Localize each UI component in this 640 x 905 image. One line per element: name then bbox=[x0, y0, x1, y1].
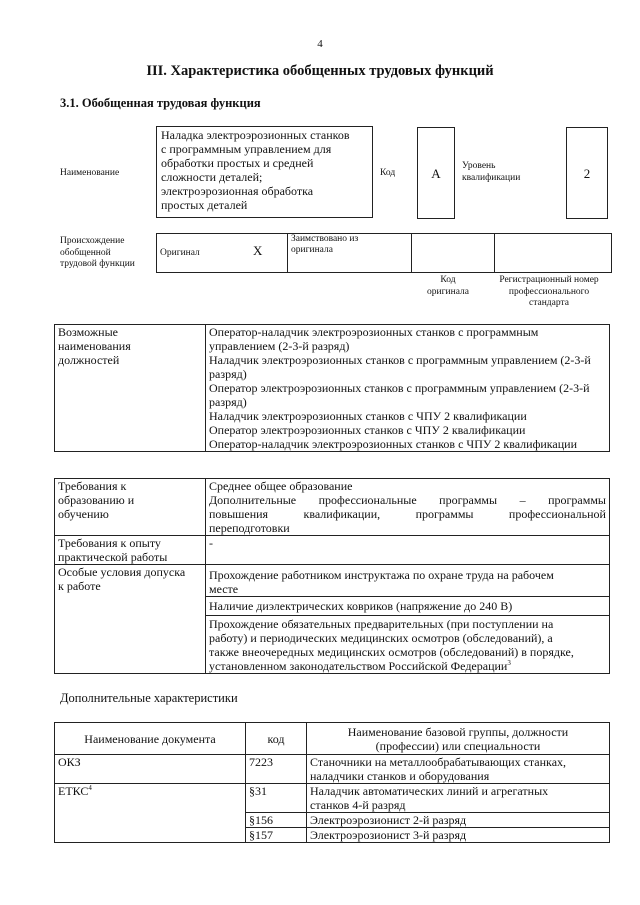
code-value: A bbox=[431, 166, 441, 181]
okz-doc: ОКЗ bbox=[55, 755, 246, 784]
education-word: квалификации, bbox=[303, 507, 381, 521]
okz-name bbox=[307, 755, 610, 784]
education-word: профессиональной bbox=[508, 507, 606, 521]
position-item: Наладчик электроэрозионных станков с программным управлением (2-3-й разряд) bbox=[209, 353, 591, 381]
origin-label-line: обобщенной bbox=[60, 247, 111, 258]
reg-caption-line: Регистрационный номер bbox=[499, 275, 599, 285]
code-box bbox=[417, 127, 455, 219]
positions-label-cell bbox=[55, 325, 206, 452]
borrowed-label-line: оригинала bbox=[291, 245, 333, 255]
experience-value: - bbox=[206, 536, 610, 565]
requirements-table bbox=[54, 478, 610, 674]
etks-code: §31 bbox=[246, 784, 307, 813]
special-line-text: установленном законодательством Российской Федерации bbox=[209, 659, 508, 673]
positions-label-line: должностей bbox=[58, 353, 120, 367]
special-line bbox=[209, 659, 606, 673]
education-label-line: образованию и bbox=[58, 493, 135, 507]
level-label-line: квалификации bbox=[462, 172, 521, 183]
positions-list-cell bbox=[206, 325, 610, 452]
origin-label-line: трудовой функции bbox=[60, 259, 135, 269]
function-name-line: обработки простых и средней bbox=[161, 156, 314, 170]
etks-name-line: Наладчик автоматических линий и агрегатных bbox=[310, 784, 549, 798]
level-label bbox=[462, 161, 520, 184]
special-label-line: Особые условия допуска bbox=[58, 565, 186, 579]
reg-caption-line: стандарта bbox=[529, 298, 569, 308]
subsection-title: 3.1. Обобщенная трудовая функция bbox=[60, 96, 261, 110]
code-caption-line: Код bbox=[440, 275, 456, 285]
function-name-line: Наладка электроэрозионных станков bbox=[161, 128, 350, 142]
special-condition-1 bbox=[206, 565, 610, 597]
special-label-cell bbox=[55, 565, 206, 674]
education-label-cell bbox=[55, 479, 206, 536]
position-item: Оператор электроэрозионных станков с ЧПУ 2 квалификации bbox=[209, 423, 526, 437]
etks-code: §157 bbox=[246, 828, 307, 843]
special-line: месте bbox=[209, 582, 239, 596]
etks-doc-text: ЕТКС bbox=[58, 784, 89, 798]
etks-doc bbox=[55, 784, 246, 843]
position-item: Оператор-наладчик электроэрозионных станков с программным управлением (2-3-й разряд) bbox=[209, 325, 539, 353]
position-item: Оператор электроэрозионных станков с программным управлением (2-3-й разряд) bbox=[209, 381, 590, 409]
education-line-3 bbox=[209, 507, 606, 521]
etks-code: §156 bbox=[246, 813, 307, 828]
original-mark: X bbox=[253, 243, 263, 258]
level-value: 2 bbox=[583, 166, 591, 181]
education-word: программы bbox=[439, 493, 498, 507]
borrowed-cell bbox=[288, 234, 412, 273]
level-label-line: Уровень bbox=[462, 161, 496, 171]
special-line: также внеочередных медицинских осмотров (обследований) в порядке, bbox=[209, 645, 574, 659]
function-name-box bbox=[156, 126, 373, 218]
reg-caption bbox=[486, 275, 612, 310]
etks-name: Электроэрозионист 2-й разряд bbox=[307, 813, 610, 828]
col-name-header-line: (профессии) или специальности bbox=[375, 738, 541, 753]
origin-label-line: Происхождение bbox=[60, 236, 125, 246]
education-word: – bbox=[519, 493, 526, 507]
education-value-cell bbox=[206, 479, 610, 536]
section-title: III. Характеристика обобщенных трудовых функций bbox=[146, 63, 494, 79]
code-caption bbox=[410, 275, 486, 298]
positions-label-line: Возможные bbox=[58, 325, 118, 339]
col-code-header: код bbox=[246, 723, 307, 755]
special-line: Прохождение обязательных предварительных (при поступлении на bbox=[209, 617, 554, 631]
function-name-line: электроэрозионная обработка bbox=[161, 184, 314, 198]
etks-name-line: станков 4-й разряд bbox=[310, 798, 406, 812]
education-line-4: переподготовки bbox=[209, 521, 290, 535]
name-label: Наименование bbox=[60, 168, 120, 178]
okz-name-line: Станочники на металлообрабатывающих станках, bbox=[310, 755, 567, 769]
position-item: Наладчик электроэрозионных станков с ЧПУ 2 квалификации bbox=[209, 409, 527, 423]
footnote-3: 3 bbox=[507, 659, 511, 667]
okz-code: 7223 bbox=[246, 755, 307, 784]
additional-title: Дополнительные характеристики bbox=[60, 691, 238, 705]
special-line: Прохождение работником инструктажа по охране труда на рабочем bbox=[209, 568, 554, 582]
original-code-cell bbox=[412, 234, 495, 273]
education-label-line: обучению bbox=[58, 507, 109, 521]
positions-label-line: наименования bbox=[58, 339, 131, 353]
original-cell bbox=[157, 234, 288, 273]
special-label-line: к работе bbox=[58, 579, 101, 593]
origin-label bbox=[60, 236, 135, 271]
special-line: работу) и периодических медицинских осмотров (обследований), а bbox=[209, 631, 553, 645]
education-word: программы bbox=[548, 493, 606, 507]
additional-table bbox=[54, 722, 610, 843]
reg-number-cell bbox=[495, 234, 612, 273]
level-box bbox=[566, 127, 608, 219]
education-label-line: Требования к bbox=[58, 479, 127, 493]
okz-name-line: наладчики станков и оборудования bbox=[310, 769, 490, 783]
education-line-2 bbox=[209, 493, 606, 507]
positions-table bbox=[54, 324, 610, 452]
education-word: повышения bbox=[209, 507, 269, 521]
code-label: Код bbox=[380, 168, 396, 178]
function-name-line: с программным управлением для bbox=[161, 142, 332, 156]
borrowed-label-line: Заимствовано из bbox=[291, 234, 359, 244]
education-word: Дополнительные bbox=[209, 493, 297, 507]
function-name-line: простых деталей bbox=[161, 198, 248, 212]
col-name-header-line: Наименование базовой группы, должности bbox=[347, 724, 569, 739]
etks-name bbox=[307, 784, 610, 813]
reg-caption-line: профессионального bbox=[508, 286, 590, 297]
footnote-4: 4 bbox=[88, 784, 92, 792]
col-doc-header: Наименование документа bbox=[55, 723, 246, 755]
code-caption-line: оригинала bbox=[427, 286, 469, 297]
position-item: Оператор-наладчик электроэрозионных станков с ЧПУ 2 квалификации bbox=[209, 437, 578, 451]
function-name-line: сложности деталей; bbox=[161, 170, 263, 184]
special-condition-3 bbox=[206, 616, 610, 674]
origin-table bbox=[156, 233, 612, 273]
original-label: Оригинал bbox=[160, 247, 200, 258]
page-number: 4 bbox=[317, 38, 323, 50]
education-word: программы bbox=[415, 507, 474, 521]
col-name-header bbox=[307, 723, 610, 755]
experience-label-cell bbox=[55, 536, 206, 565]
etks-name: Электроэрозионист 3-й разряд bbox=[307, 828, 610, 843]
experience-label-line: практической работы bbox=[58, 550, 168, 564]
education-word: профессиональные bbox=[318, 493, 417, 507]
special-condition-2: Наличие диэлектрических ковриков (напряжение до 240 В) bbox=[206, 597, 610, 616]
experience-label-line: Требования к опыту bbox=[58, 536, 161, 550]
education-line-1: Среднее общее образование bbox=[209, 479, 353, 493]
